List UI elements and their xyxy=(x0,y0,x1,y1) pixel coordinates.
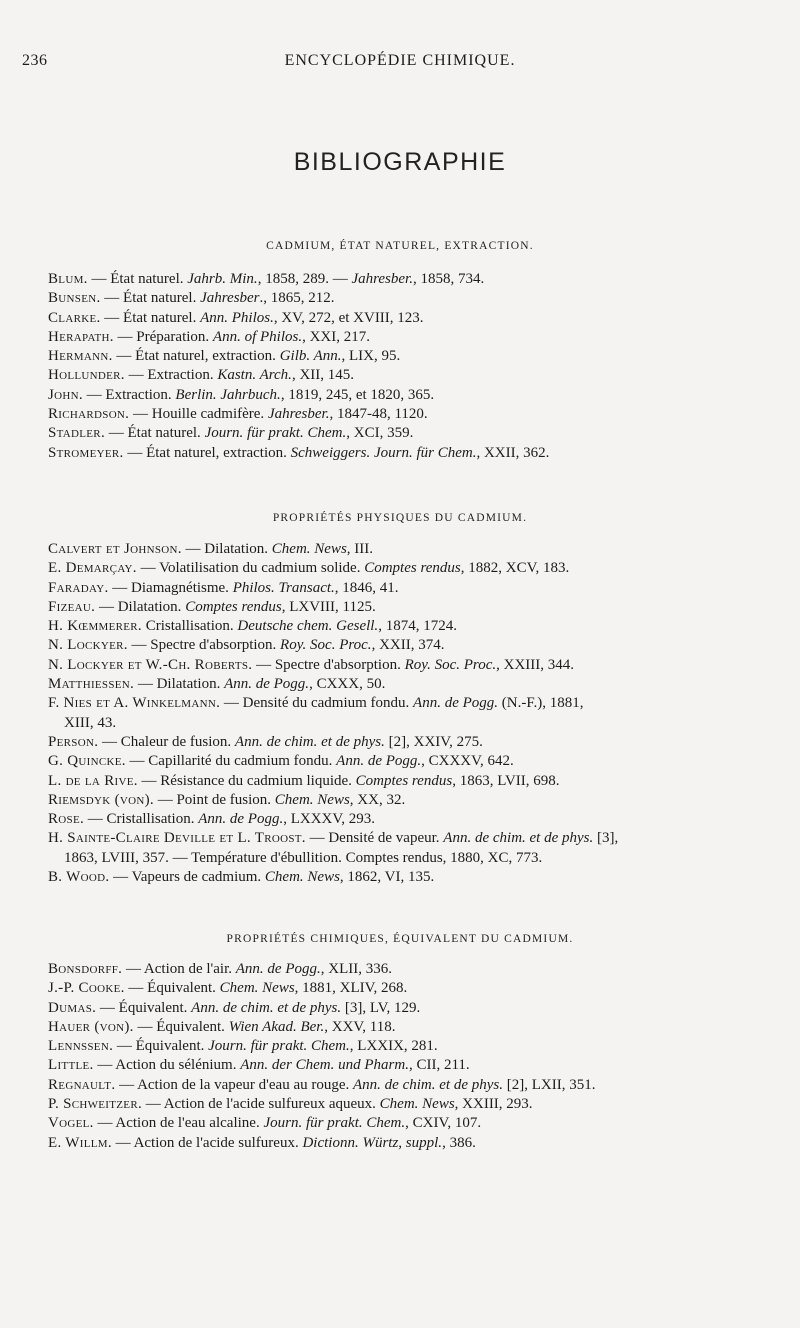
entry-reference: , CXXXV, 642. xyxy=(421,753,514,770)
entry-line xyxy=(48,773,560,789)
bibliography-entry xyxy=(48,289,760,308)
entry-journal: Ann. de chim. et de phys. xyxy=(353,1076,503,1093)
page-number: 236 xyxy=(22,52,48,69)
entry-description: — Chaleur de fusion. xyxy=(98,733,235,750)
bibliography-entry xyxy=(48,328,760,347)
entry-description: — Action de l'air. xyxy=(122,961,236,977)
entry-author: P. Schweitzer. xyxy=(48,1096,143,1113)
entry-journal: Comptes rendus xyxy=(185,598,282,615)
entry-journal: Ann. de Pogg. xyxy=(224,676,310,693)
entry-reference: , 1863, LVII, 698. xyxy=(452,772,560,789)
entry-author: Richardson. xyxy=(48,406,130,423)
entry-author: Person. xyxy=(48,733,99,750)
entry-journal: Ann. de chim. et de phys. xyxy=(234,733,385,750)
entry-description: — État naturel. xyxy=(105,425,205,442)
entry-journal: Comptes rendus xyxy=(364,560,461,577)
entry-reference: [2], LXII, 351. xyxy=(502,1076,596,1093)
entry-description: — Équivalent. xyxy=(133,1018,229,1035)
entry-author: Dumas. xyxy=(48,999,97,1016)
section-heading-physical-properties: PROPRIÉTÉS PHYSIQUES DU CADMIUM. xyxy=(272,512,528,524)
entry-line xyxy=(48,425,413,441)
bibliography-entry xyxy=(48,1037,760,1056)
entry-line xyxy=(48,1038,438,1054)
bibliography-entry xyxy=(48,540,760,559)
entry-author: Bunsen. xyxy=(48,290,101,307)
entry-reference: , 1881, XLIV, 268. xyxy=(294,980,408,997)
bibliography-entry xyxy=(48,444,760,463)
entry-author: Hollunder. xyxy=(48,367,125,384)
entry-reference: , LXXIX, 281. xyxy=(349,1038,438,1055)
entry-author: Riemsdyk (von). xyxy=(48,791,154,808)
entry-description: — Vapeurs de cadmium. xyxy=(109,869,265,886)
entry-author: Little. xyxy=(48,1057,94,1074)
bibliography-entry xyxy=(48,386,760,405)
entry-journal: Gilb. Ann. xyxy=(279,348,342,365)
entry-line xyxy=(48,869,434,885)
bibliography-entry xyxy=(48,347,760,366)
entry-author: N. Lockyer. xyxy=(48,637,128,654)
bibliography-entry xyxy=(48,752,760,771)
bibliography-entry xyxy=(48,1018,760,1037)
entry-description: — Équivalent. xyxy=(113,1038,209,1055)
entry-line xyxy=(48,348,400,364)
entry-list-chemical-properties xyxy=(48,960,760,1153)
bibliography-entry xyxy=(48,405,760,424)
entry-journal: Journ. für prakt. Chem. xyxy=(263,1115,406,1132)
page-title: BIBLIOGRAPHIE xyxy=(293,148,507,176)
entry-continuation: XIII, 43. xyxy=(64,714,117,731)
bibliography-entry xyxy=(48,1134,760,1153)
entry-reference: , XXII, 362. xyxy=(476,444,550,461)
entry-line xyxy=(48,618,457,634)
entry-description: — Résistance du cadmium liquide. xyxy=(137,772,356,789)
entry-author: Regnault. xyxy=(48,1076,116,1093)
entry-reference: , LXVIII, 1125. xyxy=(281,598,376,615)
entry-description: — Cristallisation. xyxy=(84,811,199,828)
entry-journal: Comptes rendus xyxy=(355,772,453,789)
entry-description: — État naturel. xyxy=(87,271,188,287)
entry-reference: , CXIV, 107. xyxy=(405,1115,482,1132)
entry-journal: Schweiggers. Journ. für Chem. xyxy=(290,444,477,461)
bibliography-entry xyxy=(48,733,760,752)
entry-description: — Action de l'acide sulfureux. xyxy=(111,1134,303,1151)
entry-author: J.-P. Cooke. xyxy=(48,980,125,997)
entry-author: Herapath. xyxy=(48,328,114,345)
entry-journal: Deutsche chem. Gesell. xyxy=(237,618,379,635)
bibliography-entry xyxy=(48,810,760,829)
entry-journal: Chem. News xyxy=(379,1096,455,1113)
entry-line xyxy=(48,676,385,692)
entry-description: — Diamagnétisme. xyxy=(108,579,233,596)
entry-description: — Spectre d'absorption. xyxy=(252,656,405,673)
entry-journal: Ann. de chim. et de phys. xyxy=(191,999,342,1016)
bibliography-entry xyxy=(48,675,760,694)
entry-reference: [2], XXIV, 275. xyxy=(384,733,483,750)
entry-journal: Philos. Transact. xyxy=(232,579,335,596)
entry-journal: Chem. News xyxy=(264,869,340,886)
entry-author: N. Lockyer et W.-Ch. Roberts. xyxy=(48,656,253,673)
bibliography-entry xyxy=(48,579,760,598)
entry-line xyxy=(48,1019,396,1035)
entry-author: E. Willm. xyxy=(48,1134,112,1151)
entry-description: — Volatilisation du cadmium solide. xyxy=(136,560,365,577)
entry-continuation: 1863, LVIII, 357. — Température d'ébullition. Comptes rendus, 1880, XC, 773. xyxy=(64,849,543,866)
entry-journal: Chem. News xyxy=(271,541,347,557)
entry-reference: , 1882, XCV, 183. xyxy=(460,560,570,577)
entry-description: — Dilatation. xyxy=(134,676,225,693)
entry-reference: (N.-F.), 1881, xyxy=(498,695,584,712)
entry-reference: , 1847-48, 1120. xyxy=(329,406,428,423)
entry-line xyxy=(48,599,376,615)
entry-line xyxy=(48,753,514,769)
entry-journal: Kastn. Arch. xyxy=(217,367,292,384)
entry-line xyxy=(48,367,354,383)
entry-reference: , XLII, 336. xyxy=(320,961,392,977)
entry-description: — Action de l'acide sulfureux aqueux. xyxy=(142,1096,380,1113)
entry-line xyxy=(48,310,424,326)
entry-author: Matthiessen. xyxy=(48,676,135,693)
entry-description: — Action du sélénium. xyxy=(93,1057,241,1074)
entry-author: Clarke. xyxy=(48,309,101,326)
entry-journal: Ann. de chim. et de phys. xyxy=(443,830,594,847)
entry-line xyxy=(48,695,584,711)
entry-reference: , 386. xyxy=(442,1134,476,1151)
bibliography-entry xyxy=(48,791,760,810)
entry-line xyxy=(48,637,444,653)
entry-author: Calvert et Johnson. xyxy=(48,541,182,557)
entry-reference: , 1819, 245, et 1820, 365. xyxy=(280,386,435,403)
entry-reference: [3], LV, 129. xyxy=(341,999,421,1016)
entry-author: Hauer (von). xyxy=(48,1018,134,1035)
entry-line xyxy=(48,1115,481,1131)
entry-journal: Ann. de Pogg. xyxy=(235,961,321,977)
entry-author: E. Demarçay. xyxy=(48,560,137,577)
entry-journal: Ann. Philos. xyxy=(200,309,274,326)
entry-reference: , 1862, VI, 135. xyxy=(339,869,435,886)
entry-author: Vogel. xyxy=(48,1115,94,1132)
entry-description: — Équivalent. xyxy=(96,999,192,1016)
entry-reference: , XXI, 217. xyxy=(302,328,371,345)
entry-reference: , 1858, 289. — xyxy=(257,271,352,287)
entry-reference: , CXXX, 50. xyxy=(309,676,386,693)
entry-description: — Capillarité du cadmium fondu. xyxy=(125,753,337,770)
entry-line xyxy=(48,657,574,673)
entry-line xyxy=(48,792,405,808)
entry-line xyxy=(48,541,373,557)
entry-journal: Journ. für prakt. Chem. xyxy=(204,425,347,442)
entry-line xyxy=(48,1135,476,1151)
entry-reference: , CII, 211. xyxy=(408,1057,470,1074)
entry-description: — Extraction. xyxy=(124,367,218,384)
entry-journal: Roy. Soc. Proc. xyxy=(404,656,497,673)
entry-reference: , XCI, 359. xyxy=(346,425,414,442)
entry-author: Stadler. xyxy=(48,425,105,442)
entry-journal: Jahrb. Min. xyxy=(187,271,258,287)
bibliography-entry xyxy=(48,772,760,791)
entry-description: — Point de fusion. xyxy=(153,791,275,808)
entry-list-physical-properties xyxy=(48,540,760,887)
entry-line xyxy=(48,580,399,596)
entry-journal: Journ. für prakt. Chem. xyxy=(208,1038,350,1055)
entry-journal: Roy. Soc. Proc. xyxy=(280,637,372,654)
entry-line xyxy=(48,290,335,306)
entry-description: — État naturel. xyxy=(100,309,201,326)
entry-line xyxy=(48,271,484,287)
entry-description: — Spectre d'absorption. xyxy=(127,637,281,654)
bibliography-entry xyxy=(48,598,760,617)
entry-description: — Préparation. xyxy=(113,328,213,345)
entry-journal: Ann. de Pogg. xyxy=(198,811,284,828)
entry-list-natural-state xyxy=(48,270,760,463)
entry-description: — État naturel, extraction. xyxy=(112,348,280,365)
entry-author: Stromeyer. xyxy=(48,444,124,461)
bibliography-entry xyxy=(48,309,760,328)
entry-author: Blum. xyxy=(48,271,88,287)
bibliography-entry xyxy=(48,999,760,1018)
entry-line xyxy=(48,560,569,576)
bibliography-entry xyxy=(48,559,760,578)
entry-reference: , XXIII, 293. xyxy=(454,1096,533,1113)
entry-author: Fizeau. xyxy=(48,598,96,615)
bibliography-entry xyxy=(48,829,760,868)
running-header xyxy=(0,52,800,72)
entry-line xyxy=(48,445,549,461)
entry-reference: ., 1865, 212. xyxy=(259,290,335,307)
entry-reference: , XV, 272, et XVIII, 123. xyxy=(273,309,424,326)
entry-reference: , XII, 145. xyxy=(291,367,355,384)
entry-author: L. de la Rive. xyxy=(48,772,138,789)
bibliography-entry xyxy=(48,1076,760,1095)
entry-description: — État naturel. xyxy=(100,290,201,307)
entry-description: — Houille cadmifère. xyxy=(129,406,268,423)
entry-author: B. Wood. xyxy=(48,869,110,886)
entry-author: G. Quincke. xyxy=(48,753,126,770)
entry-author: Lennssen. xyxy=(48,1038,114,1055)
entry-description: — Action de la vapeur d'eau au rouge. xyxy=(115,1076,354,1093)
entry-line xyxy=(48,811,375,827)
entry-journal: Jahresber. xyxy=(351,271,413,287)
section-heading-chemical-properties: PROPRIÉTÉS CHIMIQUES, ÉQUIVALENT DU CADMIUM. xyxy=(226,933,574,945)
bibliography-entry xyxy=(48,1056,760,1075)
bibliography-entry xyxy=(48,1114,760,1133)
entry-line xyxy=(48,1077,595,1093)
entry-journal: Dictionn. Würtz, suppl. xyxy=(302,1134,443,1151)
entry-reference: , XXIII, 344. xyxy=(496,656,575,673)
entry-journal: Jahresber. xyxy=(267,406,330,423)
entry-line xyxy=(48,1096,533,1112)
entry-description: — Équivalent. xyxy=(124,980,220,997)
entry-journal: Ann. of Philos. xyxy=(212,328,303,345)
entry-description: — Action de l'eau alcaline. xyxy=(93,1115,264,1132)
entry-line xyxy=(48,980,407,996)
entry-reference: , LXXXV, 293. xyxy=(283,811,376,828)
entry-line xyxy=(48,406,428,422)
entry-author: Bonsdorff. xyxy=(48,961,123,977)
bibliography-entry xyxy=(48,270,760,289)
entry-reference: , III. xyxy=(346,541,374,557)
bibliography-entry xyxy=(48,656,760,675)
entry-author: F. Nies et A. Winkelmann. xyxy=(48,695,221,712)
entry-line xyxy=(48,387,434,403)
entry-description: — Densité du cadmium fondu. xyxy=(220,695,414,712)
entry-description: — Extraction. xyxy=(82,386,176,403)
entry-line xyxy=(48,734,483,750)
entry-journal: Jahresber xyxy=(200,290,260,307)
entry-reference: [3], xyxy=(593,830,619,847)
entry-description: — Dilatation. xyxy=(95,598,186,615)
running-title: ENCYCLOPÉDIE CHIMIQUE. xyxy=(284,52,516,69)
entry-journal: Wien Akad. Ber. xyxy=(228,1018,325,1035)
entry-reference: , 1858, 734. xyxy=(412,271,485,287)
entry-journal: Berlin. Jahrbuch. xyxy=(175,386,281,403)
entry-journal: Ann. de Pogg. xyxy=(413,695,499,712)
bibliography-entry xyxy=(48,868,760,887)
entry-description: — État naturel, extraction. xyxy=(123,444,291,461)
entry-description: — Dilatation. xyxy=(181,541,272,557)
entry-journal: Chem. News xyxy=(219,980,295,997)
entry-journal: Ann. de Pogg. xyxy=(336,753,422,770)
entry-reference: , 1846, 41. xyxy=(334,579,399,596)
bibliography-entry xyxy=(48,960,760,979)
entry-reference: , XXV, 118. xyxy=(324,1018,396,1035)
bibliography-entry xyxy=(48,366,760,385)
entry-author: H. Kœmmerer. xyxy=(48,618,142,635)
bibliography-entry xyxy=(48,979,760,998)
entry-description: — Densité de vapeur. xyxy=(305,830,444,847)
bibliography-entry xyxy=(48,636,760,655)
entry-line xyxy=(48,1057,470,1073)
bibliography-entry xyxy=(48,1095,760,1114)
entry-line xyxy=(48,329,370,345)
bibliography-entry xyxy=(48,424,760,443)
entry-description: Cristallisation. xyxy=(141,618,238,635)
entry-line xyxy=(48,830,618,846)
bibliography-entry xyxy=(48,617,760,636)
entry-author: John. xyxy=(48,386,83,403)
entry-journal: Ann. der Chem. und Pharm. xyxy=(240,1057,409,1074)
entry-reference: , XX, 32. xyxy=(349,791,406,808)
entry-reference: , LIX, 95. xyxy=(341,348,401,365)
entry-author: H. Sainte-Claire Deville et L. Troost. xyxy=(48,830,306,847)
entry-author: Rose. xyxy=(48,811,85,828)
entry-reference: , XXII, 374. xyxy=(371,637,445,654)
bibliography-entry xyxy=(48,694,760,733)
entry-author: Hermann. xyxy=(48,348,113,365)
section-heading-natural-state: CADMIUM, ÉTAT NATUREL, EXTRACTION. xyxy=(266,240,534,252)
entry-reference: , 1874, 1724. xyxy=(378,618,457,635)
entry-line xyxy=(48,1000,420,1016)
entry-journal: Chem. News xyxy=(274,791,350,808)
entry-line xyxy=(48,961,392,977)
entry-author: Faraday. xyxy=(48,579,109,596)
